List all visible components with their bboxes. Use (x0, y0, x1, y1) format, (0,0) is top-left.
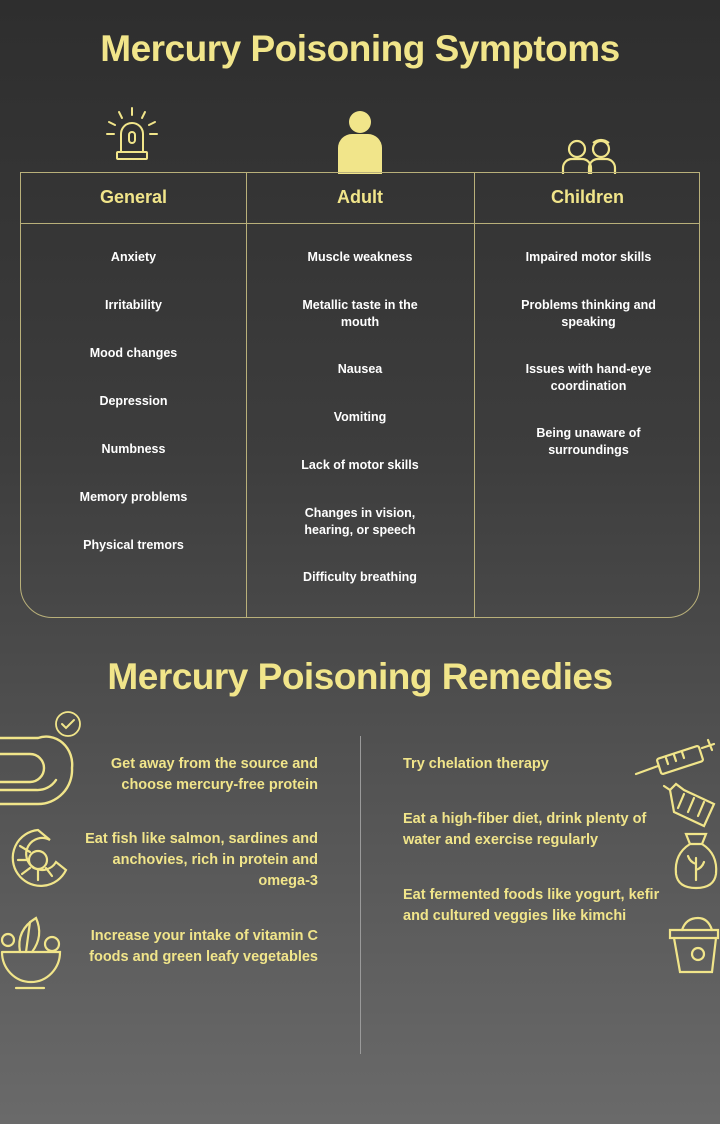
remedy-right-3: Eat fermented foods like yogurt, kefir and cultured veggies like kimchi (403, 887, 660, 924)
list-item: Depression (99, 394, 168, 408)
list-item: Vomiting (333, 410, 387, 424)
remedy-left-3: Increase your intake of vitamin C foods and green leafy vegetables (89, 928, 318, 965)
syringe-icon (634, 738, 720, 778)
column-heading-general: General (99, 187, 168, 207)
list-item: Muscle weakness (307, 250, 413, 264)
list-item: Lack of motor skills (301, 458, 419, 472)
list-item: Numbness (101, 442, 166, 456)
list-item: Being unaware of surroundings (536, 426, 641, 457)
list-item: Mood changes (89, 346, 178, 360)
list-item: Metallic taste in the mouth (302, 298, 418, 329)
list-item: Issues with hand-eye coordination (525, 362, 652, 393)
list-item: Physical tremors (83, 538, 184, 552)
fish-steak-icon (8, 824, 74, 896)
adult-person-icon (334, 110, 386, 174)
grain-bag-icon (672, 830, 720, 890)
children-icon (560, 138, 618, 174)
list-item: Memory problems (79, 490, 188, 504)
list-item: Problems thinking and speaking (521, 298, 656, 329)
list-item: Impaired motor skills (525, 250, 652, 264)
list-item: Changes in vision, hearing, or speech (304, 506, 416, 537)
list-item: Nausea (337, 362, 383, 376)
column-divider (474, 173, 475, 617)
list-item: Irritability (105, 298, 162, 312)
list-item: Difficulty breathing (303, 570, 417, 584)
remedy-right-1: Try chelation therapy (403, 756, 549, 772)
remedy-right-2: Eat a high-fiber diet, drink plenty of water and exercise regularly (403, 811, 647, 848)
water-bottle-icon (662, 780, 720, 830)
remedy-left-1: Get away from the source and choose mercury-free protein (110, 756, 318, 793)
column-divider (246, 173, 247, 617)
general-symptoms-list (51, 249, 216, 585)
column-heading-children: Children (550, 187, 624, 207)
remedies-divider (360, 736, 361, 1054)
yogurt-cup-icon (664, 910, 720, 976)
symptoms-title: Mercury Poisoning Symptoms (100, 28, 620, 69)
siren-icon (104, 106, 160, 162)
salad-bowl-icon (0, 912, 64, 994)
remedies-title: Mercury Poisoning Remedies (107, 656, 613, 697)
remedy-left-2: Eat fish like salmon, sardines and anchovies, rich in protein and omega-3 (85, 831, 318, 889)
column-heading-adult: Adult (337, 187, 383, 207)
list-item: Anxiety (110, 250, 157, 264)
adult-symptoms-list (286, 249, 434, 617)
header-divider (21, 223, 699, 224)
steak-icon (0, 728, 76, 808)
symptoms-table (20, 172, 700, 618)
children-symptoms-list (511, 249, 666, 473)
